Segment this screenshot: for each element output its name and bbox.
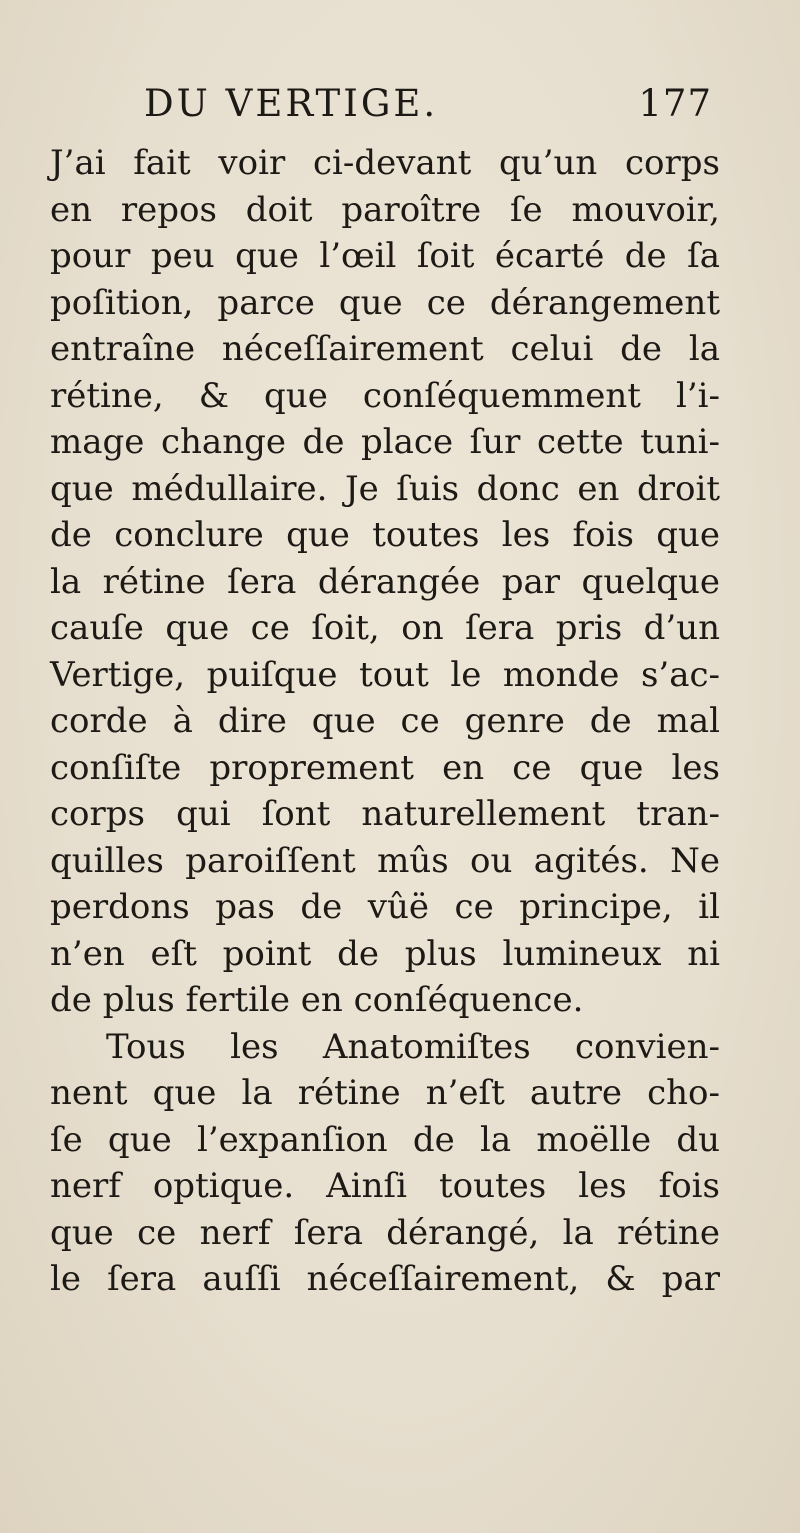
text-line: nent que la rétine n’eſt autre cho- — [50, 1073, 720, 1113]
text-line: en repos doit paroître ſe mouvoir, — [50, 189, 720, 230]
text-line: Vertige, puiſque tout le monde s’ac- — [50, 654, 720, 695]
text-line: corps qui ſont naturellement tran- — [50, 794, 720, 834]
page-header — [92, 82, 712, 132]
text-line: la rétine ſera dérangée par quelque — [50, 561, 720, 602]
text-line: perdons pas de vûë ce principe, il — [50, 887, 720, 927]
body-text — [50, 140, 720, 1303]
text-line: entraîne néceſſairement celui de la — [50, 329, 720, 369]
text-line: cauſe que ce ſoit, on ſera pris d’un — [50, 608, 720, 648]
text-line: le ſera auſſi néceſſairement, & par — [50, 1259, 720, 1299]
text-line: corde à dire que ce genre de mal — [50, 701, 720, 741]
text-line: rétine, & que conſéquemment l’i- — [50, 375, 720, 416]
text-line: de conclure que toutes les fois que — [50, 515, 720, 555]
running-title: DU VERTIGE. — [144, 82, 439, 125]
text-line: ſe que l’expanſion de la moëlle du — [50, 1119, 720, 1160]
text-line: poſition, parce que ce dérangement — [50, 282, 720, 323]
page-number: 177 — [638, 82, 712, 125]
text-line: Tous les Anatomiſtes convien- — [106, 1026, 720, 1067]
text-line: n’en eſt point de plus lumineux ni — [50, 933, 720, 974]
text-line: J’ai fait voir ci-devant qu’un corps — [50, 143, 720, 183]
text-line: quilles paroiſſent mûs ou agités. Ne — [50, 840, 720, 881]
text-line: mage change de place ſur cette tuni- — [50, 422, 720, 462]
text-line: pour peu que l’œil ſoit écarté de ſa — [50, 236, 720, 276]
text-line: nerf optique. Ainſi toutes les fois — [50, 1166, 720, 1206]
text-line: que médullaire. Je ſuis donc en droit — [50, 468, 720, 509]
text-line: que ce nerf ſera dérangé, la rétine — [50, 1212, 720, 1253]
text-line: de plus fertile en conſéquence. — [50, 980, 584, 1020]
text-line: conſiſte proprement en ce que les — [50, 747, 720, 788]
